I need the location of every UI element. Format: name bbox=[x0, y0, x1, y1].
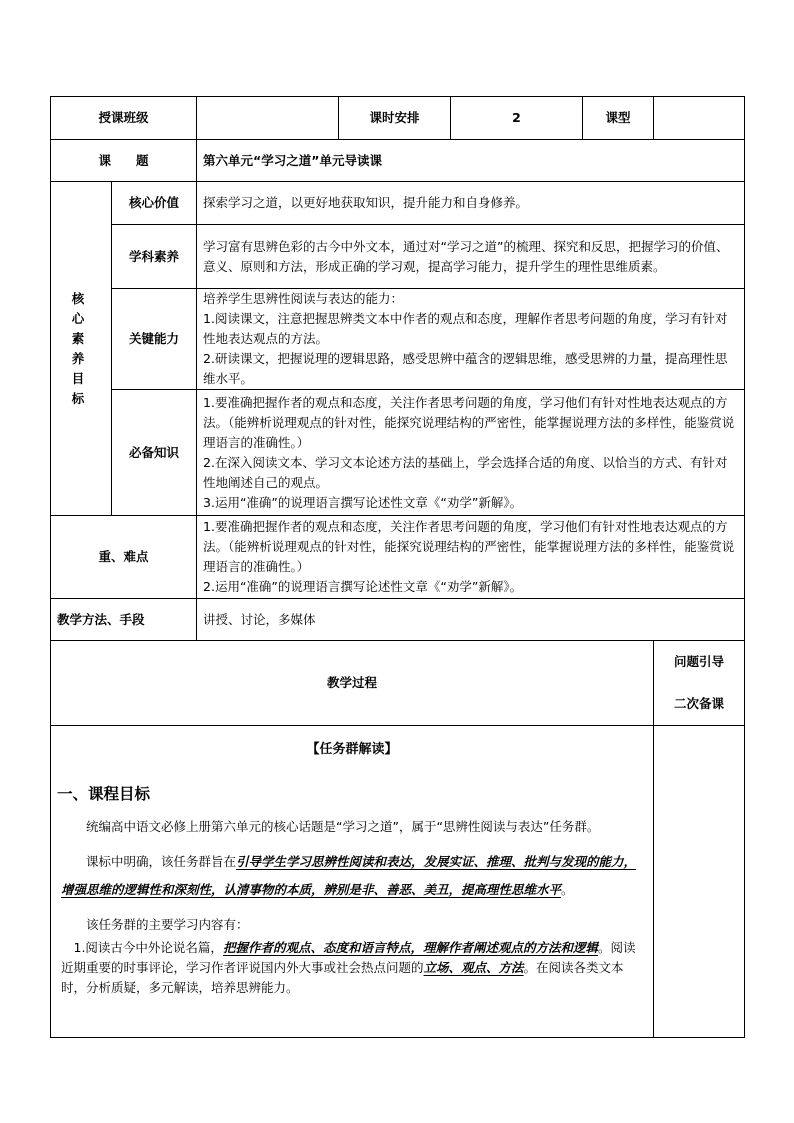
item-suffix: 。在阅读各类文本时，分析质疑，多元解读，培养思辨能力。 bbox=[61, 960, 624, 995]
paragraph-standards bbox=[61, 848, 643, 904]
process-content-row bbox=[51, 726, 745, 1038]
core-goals-label-line3: 目 标 bbox=[71, 370, 95, 406]
second-prep-label: 二次备课 bbox=[674, 696, 725, 711]
subject-value: 第六单元“学习之道”单元导读课 bbox=[197, 140, 745, 182]
knowledge-row bbox=[51, 390, 745, 516]
process-side-header bbox=[654, 641, 745, 726]
class-label: 授课班级 bbox=[51, 97, 197, 140]
type-value bbox=[654, 97, 745, 140]
standards-suffix: 。 bbox=[561, 882, 574, 897]
lesson-plan-table bbox=[50, 96, 745, 1038]
subject-row bbox=[51, 140, 745, 182]
section-title: 一、课程目标 bbox=[57, 785, 151, 803]
process-content bbox=[51, 726, 654, 1038]
standards-emphasis: 引导学生学习思辨性阅读和表达，发展实证、推理、批判与发现的能力，增强思维的逻辑性和深刻性，认清事物的本质，辨别是非、善恶、美丑，提高理性思维水平 bbox=[61, 854, 637, 897]
type-label: 课型 bbox=[583, 97, 654, 140]
question-guide-label: 问题引导 bbox=[674, 654, 725, 669]
process-label: 教学过程 bbox=[51, 641, 654, 726]
task-group-title: 【任务群解读】 bbox=[306, 742, 398, 757]
methods-row bbox=[51, 599, 745, 641]
key-ability-text bbox=[197, 289, 745, 390]
item-emphasis: 把握作者的观点、态度和语言特点，理解作者阐述观点的方法和逻辑 bbox=[222, 940, 598, 955]
core-value-label: 核心价值 bbox=[112, 182, 197, 225]
class-value bbox=[197, 97, 339, 140]
discipline-text: 学习富有思辨色彩的古今中外文本，通过对“学习之道”的梳理、探究和反思，把握学习的价值、意义、原则和方法，形成正确的学习观，提高学习能力，提升学生的理性思维质素。 bbox=[197, 225, 745, 289]
item-prefix: 1.阅读古今中外论说名篇， bbox=[73, 940, 223, 955]
key-ability-line: 2.研读课文，把握说理的逻辑思路，感受思辨中蕴含的逻辑思维，感受思辨的力量，提高理性思维水平。 bbox=[203, 351, 728, 386]
key-difficult-label: 重、难点 bbox=[51, 516, 197, 599]
process-header-row bbox=[51, 641, 745, 726]
discipline-row bbox=[51, 225, 745, 289]
hours-value: 2 bbox=[451, 97, 583, 140]
paragraph: 统编高中语文必修上册第六单元的核心话题是“学习之道”，属于“思辨性阅读与表达”任务群。 bbox=[86, 819, 600, 834]
methods-label: 教学方法、手段 bbox=[51, 599, 197, 641]
knowledge-label: 必备知识 bbox=[112, 390, 197, 516]
content-item-1 bbox=[61, 938, 643, 998]
header-row bbox=[51, 97, 745, 140]
core-goals-label-line2: 素 养 bbox=[71, 330, 95, 366]
item-emphasis-2: 立场、观点、方法 bbox=[423, 960, 524, 975]
subject-label: 课 题 bbox=[51, 140, 197, 182]
standards-prefix: 课标中明确，该任务群旨在 bbox=[86, 854, 237, 869]
core-goals-label-line1: 核 心 bbox=[71, 290, 95, 326]
key-ability-line: 1.阅读课文，注意把握思辨类文本中作者的观点和态度，理解作者思考问题的角度，学习有针对性地表达观点的方法。 bbox=[203, 311, 728, 346]
knowledge-line: 3.运用“准确”的说理语言撰写论述性文章《“劝学”新解》。 bbox=[203, 494, 523, 510]
hours-label: 课时安排 bbox=[339, 97, 451, 140]
key-ability-row bbox=[51, 289, 745, 390]
knowledge-text bbox=[197, 390, 745, 516]
methods-value: 讲授、讨论，多媒体 bbox=[197, 599, 745, 641]
knowledge-line: 1.要准确把握作者的观点和态度，关注作者思考问题的角度，学习他们有针对性地表达观点的方法。（能辨析说理观点的针对性，能探究说理结构的严密性，能掌握说理方法的多样性，能鉴赏说理语言的准确性。） bbox=[203, 394, 735, 450]
process-side-notes bbox=[654, 726, 745, 1038]
knowledge-line: 2.在深入阅读文本、学习文本论述方法的基础上，学会选择合适的角度、以恰当的方式、有针对性地阐述自己的观点。 bbox=[203, 454, 728, 490]
key-ability-label: 关键能力 bbox=[112, 289, 197, 390]
item-mid: 。阅读近期重要的时事评论，学习作者评说国内外大事或社会热点问题的 bbox=[61, 940, 636, 975]
paragraph: 该任务群的主要学习内容有： bbox=[86, 917, 249, 932]
discipline-label: 学科素养 bbox=[112, 225, 197, 289]
key-difficult-line: 2.运用“准确”的说理语言撰写论述性文章《“劝学”新解》。 bbox=[203, 579, 523, 594]
core-value-text: 探索学习之道，以更好地获取知识，提升能力和自身修养。 bbox=[197, 182, 745, 225]
core-goals-label bbox=[51, 182, 112, 516]
key-difficult-text bbox=[197, 516, 745, 599]
key-ability-line: 培养学生思辨性阅读与表达的能力： bbox=[203, 291, 404, 306]
core-value-row bbox=[51, 182, 745, 225]
key-difficult-line: 1.要准确把握作者的观点和态度，关注作者思考问题的角度，学习他们有针对性地表达观点的方法。（能辨析说理观点的针对性，能探究说理结构的严密性，能掌握说理方法的多样性，能鉴赏说理语言的准确性。） bbox=[203, 519, 735, 574]
key-difficult-row bbox=[51, 516, 745, 599]
